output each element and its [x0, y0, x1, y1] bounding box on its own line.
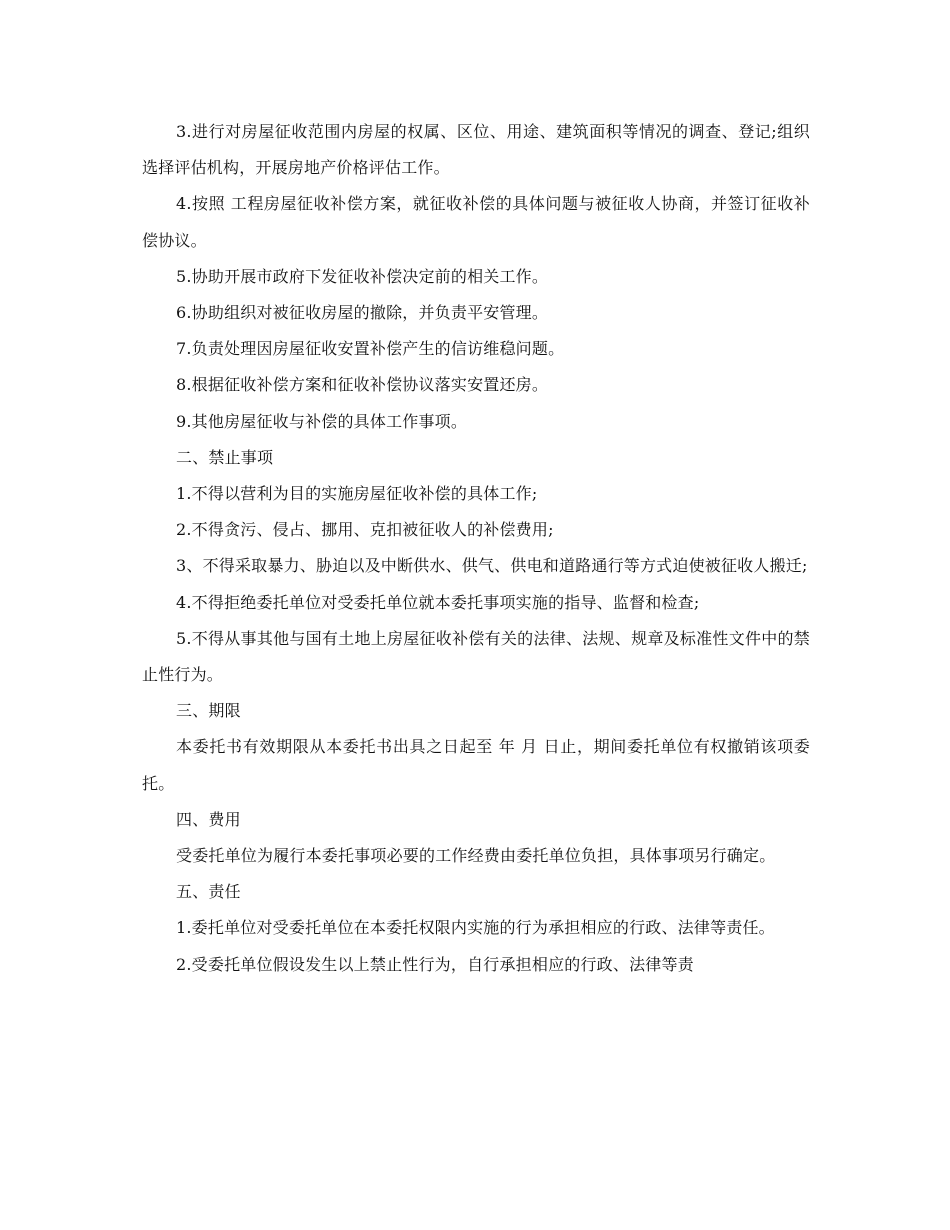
section-heading-fees: 四、费用	[176, 809, 241, 829]
prohibition-item-1: 1.不得以营利为目的实施房屋征收补偿的具体工作;	[176, 484, 538, 504]
paragraph-item-9: 9.其他房屋征收与补偿的具体工作事项。	[176, 411, 468, 431]
paragraph-item-3: 3.进行对房屋征收范围内房屋的权属、区位、用途、建筑面积等情况的调查、登记;组织选择评估机构，开展房地产价格评估工作。	[142, 122, 810, 178]
section-heading-responsibility: 五、责任	[176, 882, 241, 902]
prohibition-item-4: 4.不得拒绝委托单位对受委托单位就本委托事项实施的指导、监督和检查;	[176, 592, 700, 612]
prohibition-item-5: 5.不得从事其他与国有土地上房屋征收补偿有关的法律、法规、规章及标准性文件中的禁止性行为。	[142, 628, 810, 685]
paragraph-item-7: 7.负责处理因房屋征收安置补偿产生的信访维稳问题。	[176, 339, 565, 359]
paragraph-item-8: 8.根据征收补偿方案和征收补偿协议落实安置还房。	[176, 375, 549, 395]
responsibility-item-1: 1.委托单位对受委托单位在本委托权限内实施的行为承担相应的行政、法律等责任。	[176, 918, 775, 938]
paragraph-item-6: 6.协助组织对被征收房屋的撤除，并负责平安管理。	[176, 303, 549, 323]
prohibition-item-2: 2.不得贪污、侵占、挪用、克扣被征收人的补偿费用;	[176, 520, 554, 540]
responsibility-item-2: 2.受委托单位假设发生以上禁止性行为，自行承担相应的行政、法律等责	[176, 954, 694, 974]
fees-paragraph: 受委托单位为履行本委托事项必要的工作经费由委托单位负担，具体事项另行确定。	[176, 846, 776, 866]
paragraph-item-4: 4.按照 工程房屋征收补偿方案，就征收补偿的具体问题与被征收人协商，并签订征收补偿协议。	[142, 194, 810, 250]
prohibition-item-3: 3、不得采取暴力、胁迫以及中断供水、供气、供电和道路通行等方式迫使被征收人搬迁;	[176, 556, 808, 576]
section-heading-prohibitions: 二、禁止事项	[176, 447, 274, 467]
term-paragraph: 本委托书有效期限从本委托书出具之日起至 年 月 日止，期间委托单位有权撤销该项委托。	[142, 737, 810, 793]
paragraph-item-5: 5.协助开展市政府下发征收补偿决定前的相关工作。	[176, 266, 549, 286]
section-heading-term: 三、期限	[176, 701, 241, 721]
document-body	[142, 114, 810, 983]
